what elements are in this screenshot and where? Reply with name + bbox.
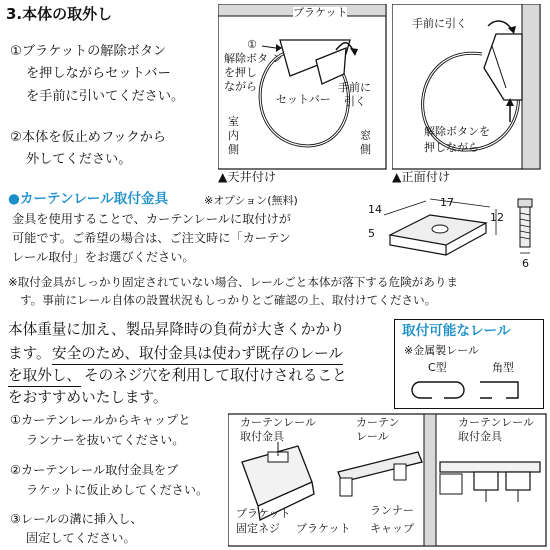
square-rail-profile xyxy=(480,382,518,398)
rail-type-c: C型 xyxy=(428,361,447,374)
metal-rail-note: ※金属製レール xyxy=(404,344,479,357)
wall-hatch xyxy=(424,414,436,546)
dim-17: 17 xyxy=(440,196,454,209)
step1-line1: ①ブラケットの解除ボタン xyxy=(10,44,167,59)
room-side-2: 内 xyxy=(228,129,239,142)
dim-5: 5 xyxy=(368,227,375,240)
fitting2-label-1: カーテンレール xyxy=(458,416,534,429)
advice-line3a: を取外し、 xyxy=(8,368,81,387)
front-caption: ▲正面付け xyxy=(392,170,451,184)
window-side-2: 側 xyxy=(360,143,371,156)
fitting2-label-2: 取付金具 xyxy=(458,430,502,443)
advice-line2a: ます。 xyxy=(8,345,51,362)
ceiling-caption: ▲天井付け xyxy=(218,170,277,184)
release-label-4: ながら xyxy=(224,80,257,93)
runner-label: ランナー xyxy=(370,504,414,517)
rail-desc-line2: 可能です。ご希望の場合は、ご注文時に「カーテン xyxy=(12,231,291,245)
rail-step1-line2: ランナーを抜いてください。 xyxy=(26,433,185,447)
rail-label-2: レール xyxy=(356,430,389,443)
front-release-label-2: 押しながら xyxy=(424,141,479,154)
compatible-title: 取付可能なレール xyxy=(402,323,511,339)
rail-profiles xyxy=(410,378,530,404)
rail-type-square: 角型 xyxy=(492,361,514,374)
step2-line1: ②本体を仮止めフックから xyxy=(10,130,166,145)
step1-line3: を手前に引いてください。 xyxy=(26,89,185,104)
warning-line1: ※取付金具がしっかり固定されていない場合、レールごと本体が落下する危険がありま xyxy=(8,275,459,289)
pull-label-1: 手前に xyxy=(338,81,371,94)
rail-desc-line3: レール取付」をお選びください。 xyxy=(12,250,195,264)
rail-step3-line2: 固定してください。 xyxy=(26,531,136,545)
runner xyxy=(340,478,352,496)
bracket-label-rail: ブラケット xyxy=(296,522,351,535)
release-label-3: を押し xyxy=(224,66,257,79)
fitting-label-2: 取付金具 xyxy=(240,430,284,443)
release-label-2: ン xyxy=(272,52,283,65)
rail-step2-line1: ②カーテンレール取付金具をブ xyxy=(10,463,179,477)
circle-one-label: ① xyxy=(247,38,257,51)
release-label-1: 解除ボタ xyxy=(224,52,268,65)
rail-step1-line1: ①カーテンレールからキャップと xyxy=(10,413,191,427)
window-side-1: 窓 xyxy=(360,129,371,142)
rail-label-1: カーテン xyxy=(356,416,400,429)
rail-desc-line1: 金具を使用することで、カーテンレールに取付けが xyxy=(12,212,291,226)
section-title: 3.本体の取外し xyxy=(6,5,113,23)
step2-line2: 外してください。 xyxy=(26,152,132,167)
rail-fitting-title: ●カーテンレール取付金具 xyxy=(8,191,169,207)
room-side-3: 側 xyxy=(228,143,239,156)
dim-6: 6 xyxy=(522,257,529,270)
advice-line2b: 安全のため、取付金具は使わず既存のレール xyxy=(52,346,343,365)
bracket-screw-label-1: ブラケット xyxy=(236,507,291,520)
warning-line2: す。事前にレール自体の設置状況もしっかりとご確認の上、取付けてください。 xyxy=(20,293,437,307)
advice-line4: をおすすめいたします。 xyxy=(8,389,168,406)
rail-right xyxy=(440,462,540,472)
c-rail-profile xyxy=(412,382,464,398)
bracket-screw-label-2: 固定ネジ xyxy=(236,522,280,535)
dim-14: 14 xyxy=(368,203,382,216)
wall-hatch xyxy=(522,4,540,169)
dim-12: 12 xyxy=(490,211,504,224)
rail-step3-line1: ③レールの溝に挿入し、 xyxy=(10,512,143,526)
cap-label: キャップ xyxy=(370,522,414,535)
front-release-label-1: 解除ボタンを xyxy=(424,125,490,138)
bracket-label: ブラケット xyxy=(293,6,348,19)
rail-step2-line2: ラケットに仮止めしてください。 xyxy=(26,483,209,497)
option-note: ※オプション(無料) xyxy=(204,194,298,207)
front-pull-label: 手前に引く xyxy=(412,17,467,30)
fitting-label-1: カーテンレール xyxy=(240,416,316,429)
room-side-1: 室 xyxy=(228,115,239,128)
advice-line1: 本体重量に加え、製品昇降時の負荷が大きくかかり xyxy=(8,321,345,338)
step1-line2: を押しながらセットバー xyxy=(26,66,171,81)
advice-line3b: そのネジ穴を利用して取付けされること xyxy=(84,367,347,384)
setbar-label: セットバー xyxy=(276,93,331,106)
pull-label-2: 引く xyxy=(344,95,366,108)
